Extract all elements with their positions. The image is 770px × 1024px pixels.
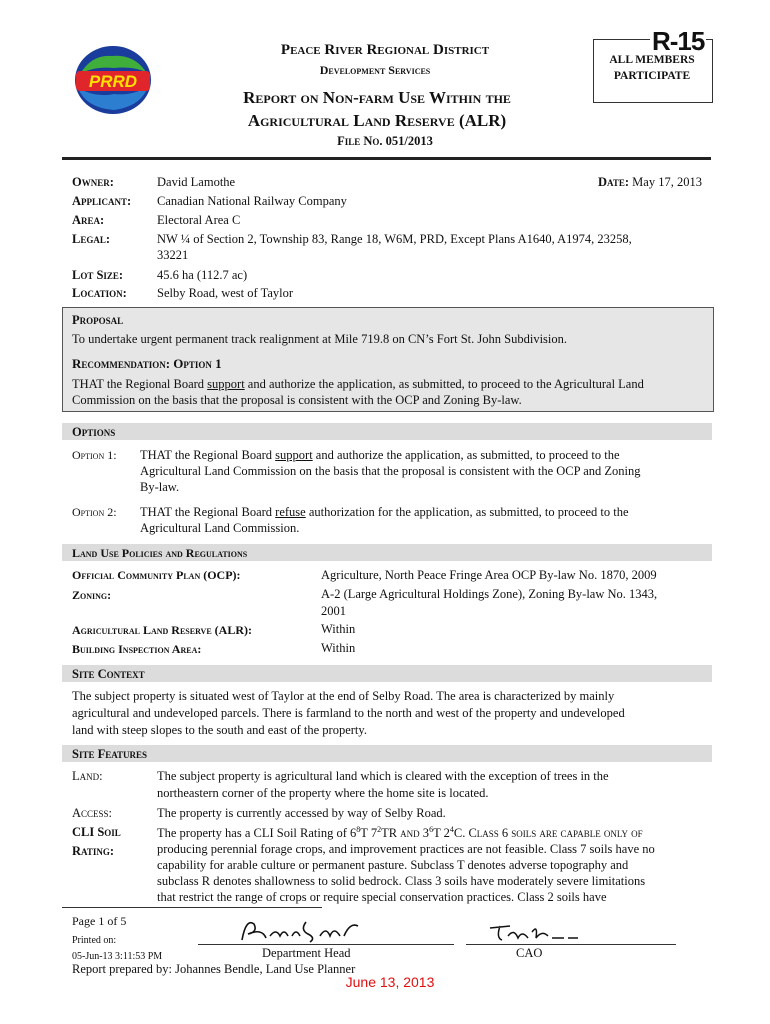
legal-value-line2: 33221 bbox=[157, 248, 189, 262]
o1-underline: support bbox=[275, 448, 313, 462]
site-context-bar bbox=[62, 665, 712, 682]
area-label: Area: bbox=[72, 213, 105, 227]
option1-line3: By-law. bbox=[140, 480, 180, 494]
cli-t3: T 2 bbox=[433, 826, 450, 841]
cli-pre: The property has a CLI Soil Rating of 6 bbox=[157, 826, 357, 841]
report-badge: R-15 bbox=[652, 26, 705, 56]
option1-label: Option 1: bbox=[72, 448, 117, 462]
option2-line2: Agricultural Land Commission. bbox=[140, 521, 300, 535]
location-label: Location: bbox=[72, 286, 127, 300]
zoning-label: Zoning: bbox=[72, 588, 112, 602]
page-number: Page 1 of 5 bbox=[72, 914, 127, 928]
cli-sup2: 2 bbox=[377, 825, 382, 834]
cli-line1 bbox=[157, 825, 643, 841]
cli-sup3: 6 bbox=[429, 825, 434, 834]
printed-label: Printed on: bbox=[72, 935, 117, 946]
o2-pre: THAT the Regional Board bbox=[140, 505, 276, 519]
svg-text:Bruce Simard: Bruce Simard bbox=[298, 945, 304, 946]
site-context-line1: The subject property is situated west of Taylor at the end of Selby Road. The area is characterized by mainly bbox=[72, 689, 615, 703]
prepared-by: Report prepared by: Johannes Bendle, Land Use Planner bbox=[72, 962, 356, 976]
signature-line-cao bbox=[466, 944, 676, 945]
cao-signature bbox=[486, 918, 586, 946]
cli-t2: TR and 3 bbox=[381, 826, 430, 841]
bia-value: Within bbox=[321, 641, 356, 655]
lotsize-value: 45.6 ha (112.7 ac) bbox=[157, 268, 248, 282]
cli-label-line1: CLI Soil bbox=[72, 825, 121, 839]
department-head-signature bbox=[236, 914, 366, 948]
rec-pre: THAT the Regional Board bbox=[72, 377, 208, 391]
footer-rule bbox=[62, 907, 322, 908]
printed-timestamp: 05-Jun-13 3:11:53 PM bbox=[72, 951, 163, 962]
bia-label: Building Inspection Area: bbox=[72, 642, 202, 656]
signature-line-dept-head bbox=[198, 944, 454, 945]
option2-label: Option 2: bbox=[72, 505, 117, 519]
date-label: Date: bbox=[598, 175, 630, 189]
rec-underline: support bbox=[207, 377, 245, 391]
alr-label: Agricultural Land Reserve (ALR): bbox=[72, 623, 252, 637]
report-title-line2: Agricultural Land Reserve (ALR) bbox=[247, 111, 507, 130]
ocp-value: Agriculture, North Peace Fringe Area OCP By-law No. 1870, 2009 bbox=[321, 568, 657, 582]
site-features-bar bbox=[62, 745, 712, 762]
report-title-line1: Report on Non-farm Use Within the bbox=[243, 88, 511, 107]
option1-line1 bbox=[140, 447, 712, 464]
zoning-value-line2: 2001 bbox=[321, 604, 346, 618]
option2-line1 bbox=[140, 504, 712, 521]
cli-label-line2: Rating: bbox=[72, 844, 115, 858]
land-label: Land: bbox=[72, 769, 103, 783]
site-context-title: Site Context bbox=[72, 667, 145, 681]
lotsize-label: Lot Size: bbox=[72, 268, 124, 282]
received-date-stamp: June 13, 2013 bbox=[345, 974, 435, 990]
cli-t1: T 7 bbox=[360, 826, 378, 841]
org-name: Peace River Regional District bbox=[280, 42, 490, 58]
date-field bbox=[598, 175, 702, 190]
recommendation-line2: Commission on the basis that the proposal is consistent with the OCP and Zoning By-law. bbox=[72, 393, 522, 407]
land-line2: northeastern corner of the property where the home site is located. bbox=[157, 786, 489, 800]
cli-line2: producing perennial forage crops, and improvement practices are not feasible. Class 7 soils have no bbox=[157, 842, 655, 856]
zoning-value-line1: A-2 (Large Agricultural Holdings Zone), Zoning By-law No. 1343, bbox=[321, 587, 658, 601]
land-line1: The subject property is agricultural land which is cleared with the exception of trees in the bbox=[157, 769, 609, 783]
access-label: Access: bbox=[72, 806, 113, 820]
recommendation-title: Recommendation: Option 1 bbox=[72, 356, 222, 371]
recommendation-line1 bbox=[72, 376, 712, 393]
site-context-line2: agricultural and undeveloped parcels. There is farmland to the north and west of the property and undeveloped bbox=[72, 706, 625, 720]
alr-value: Within bbox=[321, 622, 356, 636]
o2-underline: refuse bbox=[275, 505, 306, 519]
file-number: File No. 051/2013 bbox=[337, 134, 433, 148]
site-context-line3: land with steep slopes to the south and east of the property. bbox=[72, 723, 367, 737]
access-value: The property is currently accessed by way of Selby Road. bbox=[157, 806, 446, 820]
site-features-title: Site Features bbox=[72, 747, 148, 761]
option1-line2: Agricultural Land Commission on the basis that the proposal is consistent with the OCP and Zoning bbox=[140, 464, 641, 478]
cli-t4: C. Class 6 soils are capable only of bbox=[453, 826, 643, 841]
options-bar bbox=[62, 423, 712, 440]
o1-post: and authorize the application, as submitted, to proceed to the bbox=[312, 448, 620, 462]
date-value: May 17, 2013 bbox=[632, 175, 702, 189]
badge-line1: ALL MEMBERS bbox=[609, 54, 695, 66]
svg-text:PRRD: PRRD bbox=[88, 72, 138, 91]
applicant-value: Canadian National Railway Company bbox=[157, 194, 347, 208]
applicant-label: Applicant: bbox=[72, 194, 132, 208]
ocp-label: Official Community Plan (OCP): bbox=[72, 568, 241, 582]
cli-line3: capability for arable culture or permanent pasture. Subclass T denotes adverse topography and bbox=[157, 858, 629, 872]
dept-head-label: Department Head bbox=[262, 946, 351, 960]
legal-label: Legal: bbox=[72, 232, 111, 246]
badge-line2: PARTICIPATE bbox=[613, 70, 691, 82]
legal-value-line1: NW ¼ of Section 2, Township 83, Range 18, W6M, PRD, Except Plans A1640, A1974, 23258, bbox=[157, 232, 632, 246]
location-value: Selby Road, west of Taylor bbox=[157, 286, 294, 300]
dept-name: Development Services bbox=[319, 63, 431, 77]
cli-sup4: 4 bbox=[449, 825, 454, 834]
options-title: Options bbox=[72, 425, 116, 439]
proposal-title: Proposal bbox=[72, 313, 124, 327]
owner-value: David Lamothe bbox=[157, 175, 236, 189]
rec-post: and authorize the application, as submitted, to proceed to the Agricultural Land bbox=[244, 377, 644, 391]
cli-sup1: 8 bbox=[356, 825, 361, 834]
area-value: Electoral Area C bbox=[157, 213, 241, 227]
cli-line5: that restrict the range of crops or require special conservation practices. Class 2 soils have bbox=[157, 890, 607, 904]
cao-label: CAO bbox=[516, 946, 543, 960]
o1-pre: THAT the Regional Board bbox=[140, 448, 276, 462]
cli-line4: subclass R denotes shallowness to solid bedrock. Class 3 soils have moderately severe limitations bbox=[157, 874, 646, 888]
owner-label: Owner: bbox=[72, 175, 114, 189]
header-rule bbox=[62, 157, 711, 160]
policies-title: Land Use Policies and Regulations bbox=[72, 546, 248, 560]
o2-post: authorization for the application, as submitted, to proceed to the bbox=[305, 505, 629, 519]
proposal-text: To undertake urgent permanent track realignment at Mile 719.8 on CN’s Fort St. John Subdivision. bbox=[72, 332, 568, 346]
